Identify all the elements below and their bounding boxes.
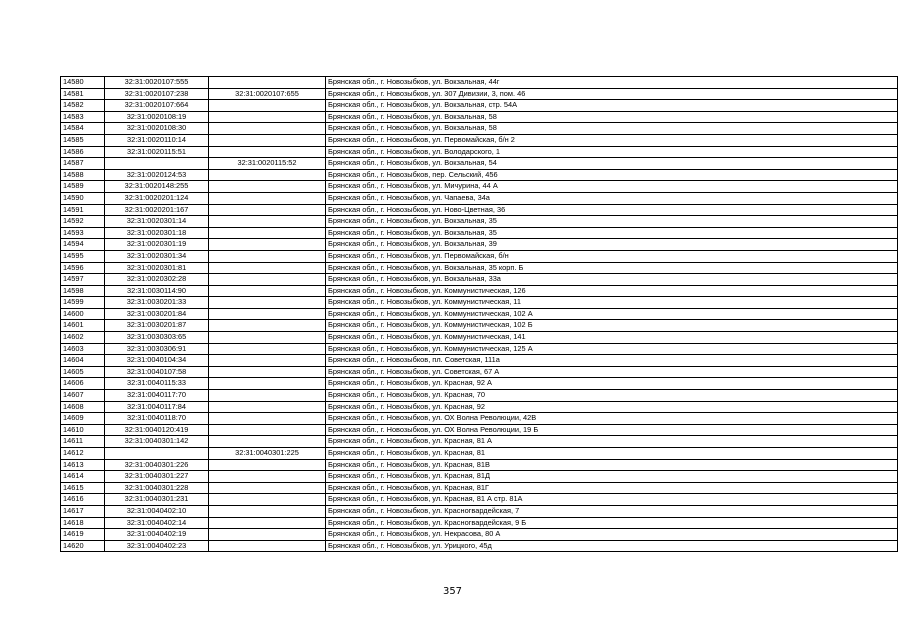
row-number-cell: 14602 — [61, 332, 105, 344]
table-row — [61, 100, 898, 112]
row-number-cell: 14618 — [61, 517, 105, 529]
linked-cadastral-number-cell — [209, 482, 326, 494]
table-row — [61, 448, 898, 460]
cadastral-number-cell: 32:31:0020302:28 — [105, 274, 209, 286]
linked-cadastral-number-cell — [209, 459, 326, 471]
cadastral-number-cell: 32:31:0040402:19 — [105, 529, 209, 541]
linked-cadastral-number-cell — [209, 192, 326, 204]
linked-cadastral-number-cell — [209, 413, 326, 425]
address-cell: Брянская обл., г. Новозыбков, ул. Ново-Цветная, 36 — [326, 204, 898, 216]
table-row — [61, 482, 898, 494]
linked-cadastral-number-cell — [209, 494, 326, 506]
cadastral-number-cell: 32:31:0040301:226 — [105, 459, 209, 471]
linked-cadastral-number-cell — [209, 343, 326, 355]
row-number-cell: 14597 — [61, 274, 105, 286]
cadastral-number-cell: 32:31:0020115:51 — [105, 146, 209, 158]
linked-cadastral-number-cell: 32:31:0040301:225 — [209, 448, 326, 460]
address-cell: Брянская обл., г. Новозыбков, ул. Вокзальная, 39 — [326, 239, 898, 251]
table-row — [61, 204, 898, 216]
table-row — [61, 517, 898, 529]
cadastral-number-cell: 32:31:0030114:90 — [105, 285, 209, 297]
linked-cadastral-number-cell — [209, 100, 326, 112]
address-cell: Брянская обл., г. Новозыбков, ул. Коммунистическая, 126 — [326, 285, 898, 297]
cadastral-number-cell: 32:31:0020107:664 — [105, 100, 209, 112]
cadastral-number-cell: 32:31:0020301:19 — [105, 239, 209, 251]
linked-cadastral-number-cell — [209, 77, 326, 89]
table-row — [61, 169, 898, 181]
cadastral-number-cell: 32:31:0030201:33 — [105, 297, 209, 309]
cadastral-number-cell: 32:31:0040402:23 — [105, 540, 209, 552]
address-cell: Брянская обл., г. Новозыбков, ул. Коммунистическая, 125 А — [326, 343, 898, 355]
row-number-cell: 14587 — [61, 158, 105, 170]
row-number-cell: 14598 — [61, 285, 105, 297]
cadastral-number-cell: 32:31:0040301:142 — [105, 436, 209, 448]
row-number-cell: 14614 — [61, 471, 105, 483]
cadastral-number-cell: 32:31:0040117:70 — [105, 390, 209, 402]
cadastral-number-cell: 32:31:0020107:555 — [105, 77, 209, 89]
cadastral-number-cell — [105, 448, 209, 460]
row-number-cell: 14604 — [61, 355, 105, 367]
table-row — [61, 378, 898, 390]
address-cell: Брянская обл., г. Новозыбков, ул. Красная, 70 — [326, 390, 898, 402]
cadastral-number-cell — [105, 158, 209, 170]
linked-cadastral-number-cell — [209, 274, 326, 286]
cadastral-number-cell: 32:31:0030306:91 — [105, 343, 209, 355]
table-row — [61, 529, 898, 541]
linked-cadastral-number-cell — [209, 204, 326, 216]
table-row — [61, 134, 898, 146]
address-cell: Брянская обл., г. Новозыбков, ул. Коммунистическая, 141 — [326, 332, 898, 344]
linked-cadastral-number-cell — [209, 250, 326, 262]
table-row — [61, 158, 898, 170]
table-row — [61, 413, 898, 425]
linked-cadastral-number-cell — [209, 111, 326, 123]
cadastral-number-cell: 32:31:0040104:34 — [105, 355, 209, 367]
table-row — [61, 181, 898, 193]
address-cell: Брянская обл., г. Новозыбков, ул. Некрасова, 80 А — [326, 529, 898, 541]
linked-cadastral-number-cell — [209, 529, 326, 541]
table-row — [61, 123, 898, 135]
row-number-cell: 14586 — [61, 146, 105, 158]
page-number: 357 — [442, 586, 463, 597]
row-number-cell: 14605 — [61, 366, 105, 378]
table-row — [61, 505, 898, 517]
linked-cadastral-number-cell — [209, 123, 326, 135]
row-number-cell: 14580 — [61, 77, 105, 89]
address-cell: Брянская обл., г. Новозыбков, ул. Вокзальная, 35 — [326, 227, 898, 239]
address-cell: Брянская обл., г. Новозыбков, ул. Чапаева, 34а — [326, 192, 898, 204]
table-row — [61, 355, 898, 367]
cadastral-number-cell: 32:31:0040301:228 — [105, 482, 209, 494]
row-number-cell: 14610 — [61, 424, 105, 436]
row-number-cell: 14591 — [61, 204, 105, 216]
row-number-cell: 14592 — [61, 216, 105, 228]
cadastral-number-cell: 32:31:0040115:33 — [105, 378, 209, 390]
row-number-cell: 14607 — [61, 390, 105, 402]
table-row — [61, 297, 898, 309]
table-row — [61, 459, 898, 471]
table-row — [61, 216, 898, 228]
address-cell: Брянская обл., г. Новозыбков, ул. Вокзальная, 35 корп. Б — [326, 262, 898, 274]
row-number-cell: 14590 — [61, 192, 105, 204]
cadastral-number-cell: 32:31:0020148:255 — [105, 181, 209, 193]
table-row — [61, 366, 898, 378]
address-cell: Брянская обл., г. Новозыбков, ул. Первомайская, б/н — [326, 250, 898, 262]
row-number-cell: 14613 — [61, 459, 105, 471]
table-row — [61, 239, 898, 251]
linked-cadastral-number-cell — [209, 355, 326, 367]
table-row — [61, 274, 898, 286]
linked-cadastral-number-cell: 32:31:0020107:655 — [209, 88, 326, 100]
table-row — [61, 471, 898, 483]
row-number-cell: 14606 — [61, 378, 105, 390]
address-cell: Брянская обл., г. Новозыбков, ул. Урицкого, 45д — [326, 540, 898, 552]
linked-cadastral-number-cell — [209, 540, 326, 552]
linked-cadastral-number-cell — [209, 285, 326, 297]
address-cell: Брянская обл., г. Новозыбков, ул. Красная, 81 А — [326, 436, 898, 448]
cadastral-number-cell: 32:31:0020107:238 — [105, 88, 209, 100]
row-number-cell: 14600 — [61, 308, 105, 320]
address-cell: Брянская обл., г. Новозыбков, ул. Мичурина, 44 А — [326, 181, 898, 193]
address-cell: Брянская обл., г. Новозыбков, ул. Красная, 81В — [326, 459, 898, 471]
cadastral-number-cell: 32:31:0020301:14 — [105, 216, 209, 228]
row-number-cell: 14601 — [61, 320, 105, 332]
linked-cadastral-number-cell — [209, 366, 326, 378]
address-cell: Брянская обл., г. Новозыбков, ул. 307 Дивизии, 3, пом. 46 — [326, 88, 898, 100]
table-row — [61, 436, 898, 448]
linked-cadastral-number-cell — [209, 390, 326, 402]
row-number-cell: 14596 — [61, 262, 105, 274]
address-cell: Брянская обл., г. Новозыбков, ул. Вокзальная, 35 — [326, 216, 898, 228]
row-number-cell: 14603 — [61, 343, 105, 355]
address-cell: Брянская обл., г. Новозыбков, ул. Красногвардейская, 9 Б — [326, 517, 898, 529]
cadastral-number-cell: 32:31:0040120:419 — [105, 424, 209, 436]
row-number-cell: 14595 — [61, 250, 105, 262]
cadastral-number-cell: 32:31:0020108:30 — [105, 123, 209, 135]
address-cell: Брянская обл., г. Новозыбков, ул. Володарского, 1 — [326, 146, 898, 158]
address-cell: Брянская обл., г. Новозыбков, ул. Вокзальная, 58 — [326, 123, 898, 135]
row-number-cell: 14584 — [61, 123, 105, 135]
address-cell: Брянская обл., г. Новозыбков, ул. ОХ Волна Революции, 42В — [326, 413, 898, 425]
row-number-cell: 14589 — [61, 181, 105, 193]
address-cell: Брянская обл., г. Новозыбков, ул. Вокзальная, стр. 54А — [326, 100, 898, 112]
address-cell: Брянская обл., г. Новозыбков, ул. Красногвардейская, 7 — [326, 505, 898, 517]
row-number-cell: 14616 — [61, 494, 105, 506]
address-cell: Брянская обл., г. Новозыбков, ул. Коммунистическая, 102 Б — [326, 320, 898, 332]
linked-cadastral-number-cell — [209, 146, 326, 158]
table-row — [61, 540, 898, 552]
linked-cadastral-number-cell — [209, 517, 326, 529]
address-cell: Брянская обл., г. Новозыбков, ул. ОХ Волна Революции, 19 Б — [326, 424, 898, 436]
table-row — [61, 192, 898, 204]
linked-cadastral-number-cell — [209, 471, 326, 483]
linked-cadastral-number-cell — [209, 401, 326, 413]
address-cell: Брянская обл., г. Новозыбков, ул. Вокзальная, 54 — [326, 158, 898, 170]
table-row — [61, 77, 898, 89]
row-number-cell: 14612 — [61, 448, 105, 460]
table-row — [61, 146, 898, 158]
linked-cadastral-number-cell — [209, 216, 326, 228]
table-row — [61, 88, 898, 100]
cadastral-number-cell: 32:31:0040301:231 — [105, 494, 209, 506]
address-cell: Брянская обл., г. Новозыбков, ул. Коммунистическая, 11 — [326, 297, 898, 309]
linked-cadastral-number-cell — [209, 169, 326, 181]
linked-cadastral-number-cell — [209, 424, 326, 436]
linked-cadastral-number-cell — [209, 332, 326, 344]
row-number-cell: 14611 — [61, 436, 105, 448]
address-cell: Брянская обл., г. Новозыбков, пер. Сельский, 456 — [326, 169, 898, 181]
linked-cadastral-number-cell — [209, 227, 326, 239]
row-number-cell: 14582 — [61, 100, 105, 112]
row-number-cell: 14593 — [61, 227, 105, 239]
row-number-cell: 14620 — [61, 540, 105, 552]
address-cell: Брянская обл., г. Новозыбков, ул. Красная, 92 А — [326, 378, 898, 390]
linked-cadastral-number-cell — [209, 308, 326, 320]
linked-cadastral-number-cell: 32:31:0020115:52 — [209, 158, 326, 170]
row-number-cell: 14619 — [61, 529, 105, 541]
cadastral-number-cell: 32:31:0020301:18 — [105, 227, 209, 239]
row-number-cell: 14588 — [61, 169, 105, 181]
row-number-cell: 14617 — [61, 505, 105, 517]
cadastral-number-cell: 32:31:0020108:19 — [105, 111, 209, 123]
cadastral-number-cell: 32:31:0030201:87 — [105, 320, 209, 332]
cadastral-number-cell: 32:31:0020301:34 — [105, 250, 209, 262]
table-row — [61, 401, 898, 413]
row-number-cell: 14608 — [61, 401, 105, 413]
table-row — [61, 227, 898, 239]
address-cell: Брянская обл., г. Новозыбков, ул. Коммунистическая, 102 А — [326, 308, 898, 320]
registry-table-body — [61, 77, 898, 552]
linked-cadastral-number-cell — [209, 262, 326, 274]
table-row — [61, 262, 898, 274]
cadastral-number-cell: 32:31:0040402:14 — [105, 517, 209, 529]
address-cell: Брянская обл., г. Новозыбков, ул. Красная, 92 — [326, 401, 898, 413]
cadastral-number-cell: 32:31:0030201:84 — [105, 308, 209, 320]
address-cell: Брянская обл., г. Новозыбков, ул. Вокзальная, 58 — [326, 111, 898, 123]
table-row — [61, 390, 898, 402]
cadastral-number-cell: 32:31:0020201:167 — [105, 204, 209, 216]
linked-cadastral-number-cell — [209, 134, 326, 146]
linked-cadastral-number-cell — [209, 505, 326, 517]
cadastral-number-cell: 32:31:0040118:70 — [105, 413, 209, 425]
table-row — [61, 424, 898, 436]
row-number-cell: 14599 — [61, 297, 105, 309]
table-row — [61, 494, 898, 506]
row-number-cell: 14583 — [61, 111, 105, 123]
linked-cadastral-number-cell — [209, 436, 326, 448]
row-number-cell: 14594 — [61, 239, 105, 251]
row-number-cell: 14581 — [61, 88, 105, 100]
row-number-cell: 14585 — [61, 134, 105, 146]
table-row — [61, 343, 898, 355]
address-cell: Брянская обл., г. Новозыбков, ул. Красная, 81 — [326, 448, 898, 460]
table-row — [61, 308, 898, 320]
linked-cadastral-number-cell — [209, 239, 326, 251]
table-row — [61, 250, 898, 262]
address-cell: Брянская обл., г. Новозыбков, ул. Красная, 81 А стр. 81А — [326, 494, 898, 506]
cadastral-number-cell: 32:31:0040117:84 — [105, 401, 209, 413]
address-cell: Брянская обл., г. Новозыбков, ул. Вокзальная, 33а — [326, 274, 898, 286]
address-cell: Брянская обл., г. Новозыбков, ул. Красная, 81Г — [326, 482, 898, 494]
row-number-cell: 14609 — [61, 413, 105, 425]
address-cell: Брянская обл., г. Новозыбков, пл. Советская, 111а — [326, 355, 898, 367]
linked-cadastral-number-cell — [209, 378, 326, 390]
cadastral-number-cell: 32:31:0020110:14 — [105, 134, 209, 146]
linked-cadastral-number-cell — [209, 297, 326, 309]
table-row — [61, 320, 898, 332]
cadastral-number-cell: 32:31:0040107:58 — [105, 366, 209, 378]
linked-cadastral-number-cell — [209, 181, 326, 193]
address-cell: Брянская обл., г. Новозыбков, ул. Первомайская, б/н 2 — [326, 134, 898, 146]
linked-cadastral-number-cell — [209, 320, 326, 332]
cadastral-number-cell: 32:31:0040402:10 — [105, 505, 209, 517]
cadastral-number-cell: 32:31:0020301:81 — [105, 262, 209, 274]
cadastral-number-cell: 32:31:0020124:53 — [105, 169, 209, 181]
address-cell: Брянская обл., г. Новозыбков, ул. Советская, 67 А — [326, 366, 898, 378]
registry-table — [60, 76, 898, 552]
address-cell: Брянская обл., г. Новозыбков, ул. Красная, 81Д — [326, 471, 898, 483]
table-row — [61, 332, 898, 344]
row-number-cell: 14615 — [61, 482, 105, 494]
table-row — [61, 285, 898, 297]
cadastral-number-cell: 32:31:0040301:227 — [105, 471, 209, 483]
cadastral-number-cell: 32:31:0020201:124 — [105, 192, 209, 204]
address-cell: Брянская обл., г. Новозыбков, ул. Вокзальная, 44г — [326, 77, 898, 89]
table-row — [61, 111, 898, 123]
cadastral-number-cell: 32:31:0030303:65 — [105, 332, 209, 344]
